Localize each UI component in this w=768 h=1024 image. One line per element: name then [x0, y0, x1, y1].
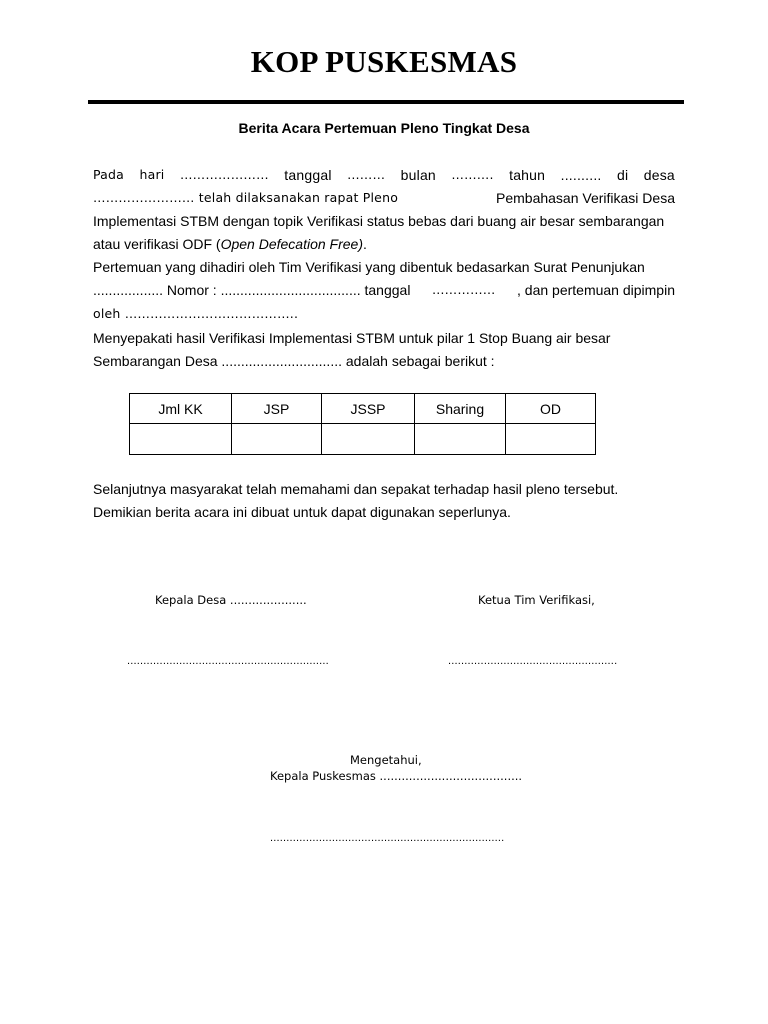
signature-line-right: .................................................... [448, 655, 618, 667]
column-jsp: JSP [232, 394, 322, 424]
table-header-row [130, 394, 596, 424]
column-jssp: JSSP [322, 394, 415, 424]
paragraph-line-3: Implementasi STBM dengan topik Verifikasi status bebas dari buang air besar sembarangan [93, 213, 665, 229]
text-tahun: tahun [509, 167, 546, 183]
text-tanggal: tanggal [284, 167, 332, 183]
paragraph-line-5: Pertemuan yang dihadiri oleh Tim Verifikasi yang dibentuk bedasarkan Surat Penunjukan [93, 259, 645, 275]
paragraph-line-4 [93, 235, 675, 253]
column-sharing: Sharing [415, 394, 506, 424]
blank-tanggal: ……… [347, 167, 386, 182]
signature-ketua-tim-label: Ketua Tim Verifikasi, [478, 593, 595, 607]
text-pembahasan: Pembahasan Verifikasi Desa [496, 190, 675, 206]
paragraph-line-7: oleh ………………………………….. [93, 306, 299, 321]
blank-tahun: .......... [560, 167, 602, 183]
closing-line-2: Demikian berita acara ini dibuat untuk dapat digunakan seperlunya. [93, 504, 511, 520]
signature-kepala-puskesmas-label: Kepala Puskesmas ....................................... [270, 769, 523, 783]
text-odf-suffix: . [363, 236, 367, 252]
cell-jml-kk [130, 424, 232, 455]
table-row [130, 424, 596, 455]
text-odf-prefix: atau verifikasi ODF ( [93, 236, 221, 252]
blank-tanggal-surat: …………… [431, 282, 496, 297]
column-od: OD [506, 394, 596, 424]
document-subtitle: Berita Acara Pertemuan Pleno Tingkat Desa [238, 120, 530, 136]
blank-hari: ………………… [179, 167, 269, 182]
text-desa: desa [643, 167, 675, 183]
closing-line-1: Selanjutnya masyarakat telah memahami dan sepakat terhadap hasil pleno tersebut. [93, 481, 619, 497]
cell-jsp [232, 424, 322, 455]
text-dipimpin: , dan pertemuan dipimpin [517, 282, 675, 298]
mengetahui-label: Mengetahui, [350, 753, 422, 767]
signature-line-left: .............................................................. [127, 655, 329, 667]
text-odf-italic: Open Defecation Free) [220, 236, 363, 252]
text-di: di [616, 167, 629, 183]
text-nomor: .................. Nomor : .................................... tanggal [93, 282, 411, 298]
signature-kepala-desa-label: Kepala Desa ..................... [155, 593, 307, 607]
text-pada: Pada [93, 167, 125, 182]
cell-jssp [322, 424, 415, 455]
paragraph-line-6 [93, 281, 675, 299]
paragraph-line-2 [93, 189, 675, 207]
column-jml-kk: Jml KK [130, 394, 232, 424]
text-hari: hari [139, 167, 165, 182]
cell-sharing [415, 424, 506, 455]
cell-od [506, 424, 596, 455]
verification-table [129, 393, 596, 455]
paragraph-line-1 [93, 166, 675, 184]
blank-bulan: ………. [451, 167, 494, 182]
letterhead-title: KOP PUSKESMAS [250, 44, 518, 79]
paragraph-line-8: Menyepakati hasil Verifikasi Implementasi STBM untuk pilar 1 Stop Buang air besar [93, 330, 611, 346]
signature-line-bottom: ........................................................................ [270, 832, 505, 844]
letterhead-divider [88, 100, 684, 104]
paragraph-line-9: Sembarangan Desa ............................... adalah sebagai berikut : [93, 353, 495, 369]
text-bulan: bulan [400, 167, 436, 183]
text-telah-dilaksanakan: …………………… telah dilaksanakan rapat Pleno [93, 190, 399, 205]
